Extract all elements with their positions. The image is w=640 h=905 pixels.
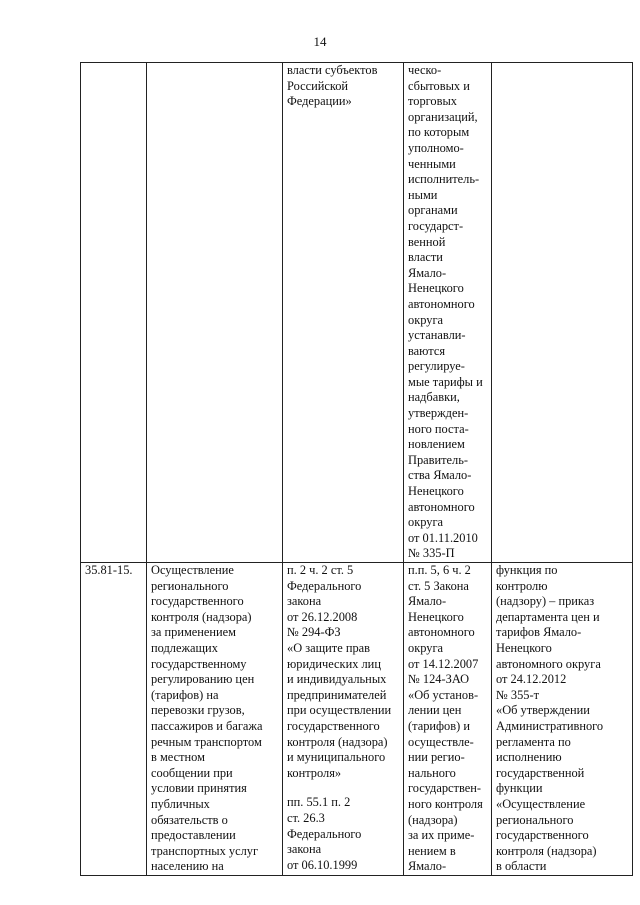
cell-regional-basis xyxy=(404,563,492,876)
cell-number xyxy=(81,563,147,876)
cell-function-name xyxy=(147,63,283,563)
item-number: 35.81-15. xyxy=(85,563,133,577)
table-row xyxy=(81,563,633,876)
regional-basis-text: ческо- сбытовых и торговых организаций, по которым уполномо- ченными исполнитель- ными органами государст- венной власти Ямало- Ненецкого автономного округа устанавли- ваются регулируе- мые тарифы и надбавки, утвержден- ного поста- новлением Правитель- ства Ямало- Ненецкого автономного округа от 01.11.2010 № 335-П xyxy=(408,63,483,561)
page-number: 14 xyxy=(313,34,327,49)
cell-federal-basis xyxy=(283,563,404,876)
cell-federal-basis xyxy=(283,63,404,563)
cell-regulation xyxy=(492,563,633,876)
table-row xyxy=(81,63,633,563)
regulation-text: функция по контролю (надзору) – приказ департамента цен и тарифов Ямало- Ненецкого автономного округа от 24.12.2012 № 355-т «Об утверждении Административного регламента по исполнению государственной функции «Осуществление регионального государственного контроля (надзора) в области xyxy=(496,563,604,874)
function-name-text: Осуществление регионального государственного контроля (надзора) за применением подлежащих государственному регулированию цен (тарифов) на перевозки грузов, пассажиров и багажа речным транспортом в местном сообщении при условии принятия публичных обязательств о предоставлении транспортных услуг населению на xyxy=(151,563,263,874)
cell-number xyxy=(81,63,147,563)
federal-basis-text-2: пп. 55.1 п. 2 ст. 26.3 Федерального закона от 06.10.1999 xyxy=(287,795,362,872)
cell-regulation xyxy=(492,63,633,563)
regulation-table xyxy=(80,62,633,876)
cell-function-name xyxy=(147,563,283,876)
federal-basis-text: власти субъектов Российской Федерации» xyxy=(287,63,378,109)
federal-basis-text: п. 2 ч. 2 ст. 5 Федерального закона от 26.12.2008 № 294-ФЗ «О защите прав юридических лиц и индивидуальных предпринимателей при осуществлении государственного контроля (надзора) и муниципального контроля» xyxy=(287,563,392,780)
cell-regional-basis xyxy=(404,63,492,563)
regional-basis-text: п.п. 5, 6 ч. 2 ст. 5 Закона Ямало- Ненецкого автономного округа от 14.12.2007 № 124-ЗАО «Об установ- лении цен (тарифов) и осуществле- нии регио- нального государствен- ного контроля (надзора) за их приме- нением в Ямало- xyxy=(408,563,483,874)
